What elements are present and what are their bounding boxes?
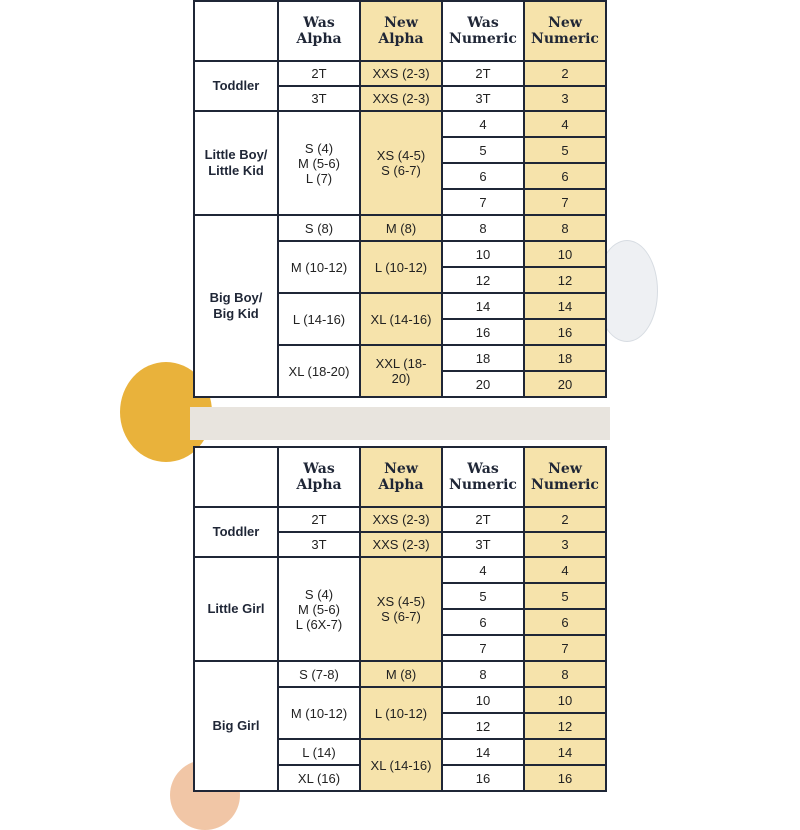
was-numeric-cell: 4 (442, 557, 524, 583)
new-numeric-cell: 4 (524, 557, 606, 583)
new-alpha-cell: XXS (2-3) (360, 61, 442, 86)
was-alpha-cell: M (10-12) (278, 687, 360, 739)
category-toddler: Toddler (194, 61, 278, 111)
was-numeric-cell: 16 (442, 319, 524, 345)
new-numeric-cell: 14 (524, 739, 606, 765)
new-numeric-cell: 10 (524, 241, 606, 267)
header-new-numeric: New Numeric (524, 1, 606, 61)
header-new-numeric: New Numeric (524, 447, 606, 507)
table-row (194, 61, 606, 86)
table-row (194, 661, 606, 687)
was-alpha-cell: L (14-16) (278, 293, 360, 345)
new-numeric-cell: 4 (524, 111, 606, 137)
header-was-alpha: Was Alpha (278, 447, 360, 507)
header-row (194, 1, 606, 61)
was-alpha-cell: 3T (278, 86, 360, 111)
table-row (194, 507, 606, 532)
new-alpha-cell: L (10-12) (360, 241, 442, 293)
header-was-alpha: Was Alpha (278, 1, 360, 61)
was-numeric-cell: 6 (442, 609, 524, 635)
table-row (194, 111, 606, 137)
was-alpha-cell: S (4) M (5-6) L (7) (278, 111, 360, 215)
new-numeric-cell: 3 (524, 532, 606, 557)
new-numeric-cell: 5 (524, 583, 606, 609)
new-alpha-cell: M (8) (360, 661, 442, 687)
new-alpha-cell: XS (4-5) S (6-7) (360, 557, 442, 661)
was-alpha-cell: 3T (278, 532, 360, 557)
new-numeric-cell: 14 (524, 293, 606, 319)
boys-size-chart (193, 0, 607, 398)
new-numeric-cell: 16 (524, 319, 606, 345)
category-little-girl: Little Girl (194, 557, 278, 661)
was-numeric-cell: 8 (442, 661, 524, 687)
was-numeric-cell: 8 (442, 215, 524, 241)
header-new-alpha: New Alpha (360, 1, 442, 61)
new-numeric-cell: 2 (524, 507, 606, 532)
was-numeric-cell: 16 (442, 765, 524, 791)
new-numeric-cell: 5 (524, 137, 606, 163)
header-blank (194, 447, 278, 507)
header-was-numeric: Was Numeric (442, 1, 524, 61)
new-numeric-cell: 6 (524, 163, 606, 189)
new-numeric-cell: 7 (524, 635, 606, 661)
new-numeric-cell: 8 (524, 661, 606, 687)
new-numeric-cell: 8 (524, 215, 606, 241)
was-numeric-cell: 18 (442, 345, 524, 371)
new-numeric-cell: 6 (524, 609, 606, 635)
was-numeric-cell: 2T (442, 61, 524, 86)
new-alpha-cell: L (10-12) (360, 687, 442, 739)
was-alpha-cell: 2T (278, 61, 360, 86)
new-alpha-cell: XXS (2-3) (360, 532, 442, 557)
was-alpha-cell: L (14) (278, 739, 360, 765)
new-alpha-cell: XXS (2-3) (360, 86, 442, 111)
table-row (194, 215, 606, 241)
was-numeric-cell: 12 (442, 267, 524, 293)
new-alpha-cell: M (8) (360, 215, 442, 241)
new-alpha-cell: XL (14-16) (360, 739, 442, 791)
was-numeric-cell: 5 (442, 583, 524, 609)
new-alpha-cell: XXL (18- 20) (360, 345, 442, 397)
category-big-boy: Big Boy/ Big Kid (194, 215, 278, 397)
was-numeric-cell: 6 (442, 163, 524, 189)
new-alpha-cell: XS (4-5) S (6-7) (360, 111, 442, 215)
header-new-alpha: New Alpha (360, 447, 442, 507)
was-numeric-cell: 20 (442, 371, 524, 397)
new-numeric-cell: 16 (524, 765, 606, 791)
new-numeric-cell: 18 (524, 345, 606, 371)
category-big-girl: Big Girl (194, 661, 278, 791)
was-numeric-cell: 14 (442, 293, 524, 319)
new-alpha-cell: XXS (2-3) (360, 507, 442, 532)
category-little-boy: Little Boy/ Little Kid (194, 111, 278, 215)
girls-size-chart (193, 446, 607, 792)
new-alpha-cell: XL (14-16) (360, 293, 442, 345)
table-row (194, 557, 606, 583)
category-toddler: Toddler (194, 507, 278, 557)
was-numeric-cell: 10 (442, 241, 524, 267)
was-numeric-cell: 3T (442, 86, 524, 111)
new-numeric-cell: 12 (524, 713, 606, 739)
was-alpha-cell: 2T (278, 507, 360, 532)
was-alpha-cell: S (8) (278, 215, 360, 241)
new-numeric-cell: 2 (524, 61, 606, 86)
was-numeric-cell: 7 (442, 189, 524, 215)
was-alpha-cell: S (7-8) (278, 661, 360, 687)
was-numeric-cell: 5 (442, 137, 524, 163)
was-numeric-cell: 12 (442, 713, 524, 739)
was-alpha-cell: M (10-12) (278, 241, 360, 293)
header-was-numeric: Was Numeric (442, 447, 524, 507)
was-numeric-cell: 2T (442, 507, 524, 532)
new-numeric-cell: 10 (524, 687, 606, 713)
section-divider-band (190, 407, 610, 440)
was-numeric-cell: 4 (442, 111, 524, 137)
was-alpha-cell: S (4) M (5-6) L (6X-7) (278, 557, 360, 661)
was-numeric-cell: 3T (442, 532, 524, 557)
was-alpha-cell: XL (18-20) (278, 345, 360, 397)
new-numeric-cell: 12 (524, 267, 606, 293)
new-numeric-cell: 7 (524, 189, 606, 215)
header-blank (194, 1, 278, 61)
was-numeric-cell: 10 (442, 687, 524, 713)
was-numeric-cell: 7 (442, 635, 524, 661)
header-row (194, 447, 606, 507)
new-numeric-cell: 3 (524, 86, 606, 111)
was-numeric-cell: 14 (442, 739, 524, 765)
new-numeric-cell: 20 (524, 371, 606, 397)
was-alpha-cell: XL (16) (278, 765, 360, 791)
